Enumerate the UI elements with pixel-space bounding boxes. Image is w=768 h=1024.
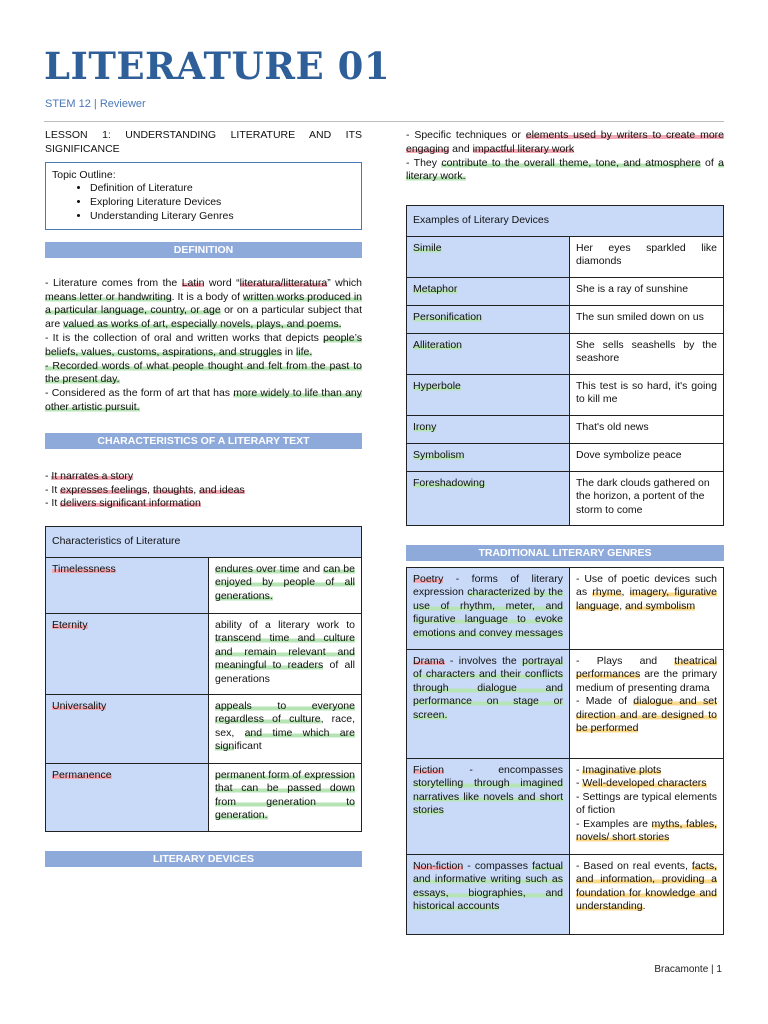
table-row xyxy=(46,763,362,831)
table-cell-term: Irony xyxy=(407,415,570,443)
table-cell-desc: endures over time and can be enjoyed by people of all generations. xyxy=(209,557,362,613)
right-column xyxy=(406,129,724,935)
section-bar-devices: LITERARY DEVICES xyxy=(45,851,362,867)
table-cell-desc: permanent form of expression that can be passed down from generation to generation. xyxy=(209,763,362,831)
page-subtitle: STEM 12 | Reviewer xyxy=(45,98,146,110)
characteristic-item: - It expresses feelings, thoughts, and ideas xyxy=(45,483,245,496)
table-cell-term: Symbolism xyxy=(407,443,570,471)
section-bar-genres: TRADITIONAL LITERARY GENRES xyxy=(406,545,724,561)
genre-detail-poetry: - Use of poetic devices such as rhyme, imagery, figurative language, and symbolism xyxy=(570,567,724,649)
table-row xyxy=(407,415,724,443)
table-row xyxy=(407,374,724,415)
devices-intro-2: - They contribute to the overall theme, tone, and atmosphere of a literary work. xyxy=(406,156,725,183)
table-row xyxy=(407,567,724,649)
characteristics-table-header: Characteristics of Literature xyxy=(46,527,362,558)
table-cell-example: This test is so hard, it's going to kill me xyxy=(570,374,724,415)
definition-paragraph-1: - Literature comes from the Latin word “literatura/litteratura” which means letter or handwriting. It is a body of written works produced in a particular language, country, or age or on a particular subject that are valued as works of art, especially novels, plays, and poems. xyxy=(45,276,363,331)
topic-outline-item: • Exploring Literature Devices xyxy=(90,196,353,210)
table-row xyxy=(407,443,724,471)
table-row xyxy=(407,854,724,934)
table-cell-term: Personification xyxy=(407,305,570,333)
table-cell-term: Timelessness xyxy=(46,557,209,613)
table-row xyxy=(46,613,362,694)
genre-cell-nonfiction: Non-fiction - compasses factual and informative writing such as essays, biographies, and historical accounts xyxy=(407,854,570,934)
table-cell-term: Eternity xyxy=(46,613,209,694)
characteristic-item: - It delivers significant information xyxy=(45,497,201,510)
table-cell-example: Dove symbolize peace xyxy=(570,443,724,471)
genre-detail-drama: - Plays and theatrical performances are the primary medium of presenting drama - Made of dialogue and set direction and are designed to be performed xyxy=(570,649,724,758)
topic-outline-box xyxy=(45,162,362,230)
topic-outline-item: • Definition of Literature xyxy=(90,182,353,196)
table-cell-term: Alliteration xyxy=(407,333,570,374)
genre-cell-poetry: Poetry - forms of literary expression characterized by the use of rhythm, meter, and figurative language to evoke emotions and convey messages xyxy=(407,567,570,649)
genres-table xyxy=(406,567,724,935)
devices-table xyxy=(406,205,724,526)
genre-detail-fiction: - Imaginative plots - Well-developed characters - Settings are typical elements of fiction - Examples are myths, fables, novels/ short stories xyxy=(570,758,724,854)
table-cell-example: Her eyes sparkled like diamonds xyxy=(570,236,724,277)
genre-cell-drama: Drama - involves the portrayal of characters and their conflicts through dialogue and performance on stage or screen. xyxy=(407,649,570,758)
table-cell-example: That's old news xyxy=(570,415,724,443)
section-bar-definition: DEFINITION xyxy=(45,242,362,258)
table-cell-term: Permanence xyxy=(46,763,209,831)
table-cell-example: The sun smiled down on us xyxy=(570,305,724,333)
page-title: LITERATURE 01 xyxy=(44,44,391,88)
table-cell-term: Foreshadowing xyxy=(407,471,570,525)
table-row xyxy=(46,694,362,763)
table-cell-example: She is a ray of sunshine xyxy=(570,277,724,305)
table-row xyxy=(407,236,724,277)
table-cell-example: The dark clouds gathered on the horizon, a portent of the storm to come xyxy=(570,471,724,525)
section-bar-characteristics: CHARACTERISTICS OF A LITERARY TEXT xyxy=(45,433,362,449)
lesson-title: LESSON 1: UNDERSTANDING LITERATURE AND ITS SIGNIFICANCE xyxy=(45,129,362,155)
table-row xyxy=(407,758,724,854)
table-row xyxy=(407,649,724,758)
topic-outline-label: Topic Outline: xyxy=(52,168,116,181)
genre-cell-fiction: Fiction - encompasses storytelling through imagined narratives like novels and short stories xyxy=(407,758,570,854)
table-row xyxy=(407,471,724,525)
header-divider xyxy=(44,121,724,122)
characteristics-table xyxy=(45,526,362,832)
table-cell-term: Simile xyxy=(407,236,570,277)
table-cell-term: Universality xyxy=(46,694,209,763)
table-row xyxy=(407,305,724,333)
left-column xyxy=(45,129,362,867)
genre-detail-nonfiction: - Based on real events, facts, and information, providing a foundation for knowledge and understanding. xyxy=(570,854,724,934)
table-row xyxy=(407,333,724,374)
definition-paragraph-4: - Considered as the form of art that has more widely to life than any other artistic pursuit. xyxy=(45,387,363,413)
topic-outline-list xyxy=(52,182,353,223)
definition-paragraph-2: - It is the collection of oral and written works that depicts people’s beliefs, values, customs, aspirations, and struggles in life. xyxy=(45,331,362,358)
table-cell-term: Hyperbole xyxy=(407,374,570,415)
table-cell-desc: ability of a literary work to transcend time and culture and remain relevant and meaningful to readers of all generations xyxy=(209,613,362,694)
page-footer: Bracamonte | 1 xyxy=(654,964,722,975)
table-row xyxy=(46,557,362,613)
table-cell-example: She sells seashells by the seashore xyxy=(570,333,724,374)
characteristic-item: - It narrates a story xyxy=(45,469,134,482)
devices-table-header: Examples of Literary Devices xyxy=(407,206,724,237)
topic-outline-item: • Understanding Literary Genres xyxy=(90,210,353,224)
table-row xyxy=(407,277,724,305)
definition-paragraph-3: - Recorded words of what people thought and felt from the past to the present day. xyxy=(45,359,362,386)
table-cell-term: Metaphor xyxy=(407,277,570,305)
devices-intro-1: - Specific techniques or elements used by writers to create more engaging and impactful literary work xyxy=(406,129,724,155)
table-cell-desc: appeals to everyone regardless of culture, race, sex, and time which are significant xyxy=(209,694,362,763)
